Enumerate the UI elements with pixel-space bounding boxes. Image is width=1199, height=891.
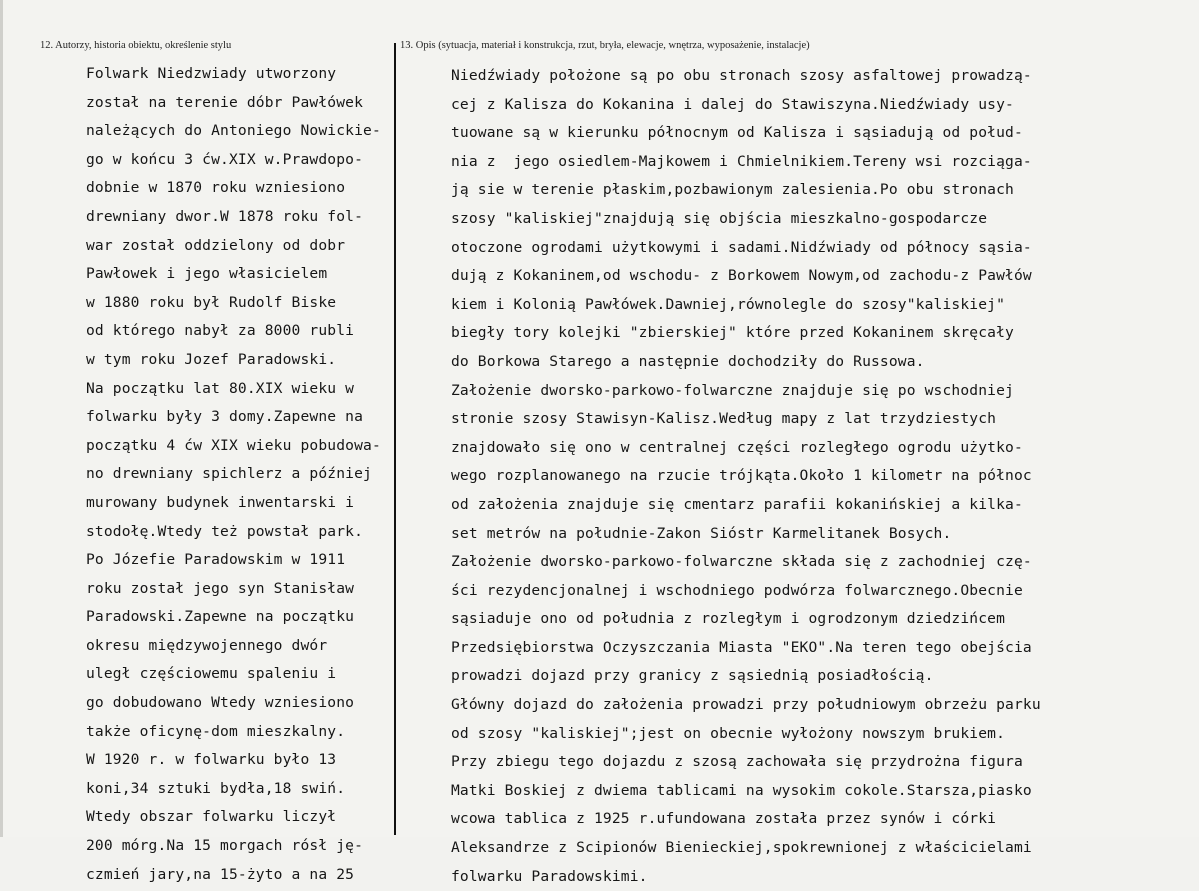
description-text-line: od założenia znajduje się cmentarz parafii kokanińskiej a kilka- (451, 495, 1023, 513)
description-text-line: znajdowało się ono w centralnej części rozległego ogrodu użytko- (451, 438, 1023, 456)
description-text-line: kiem i Kolonią Pawłówek.Dawniej,równolegle do szosy"kaliskiej" (451, 295, 1006, 313)
history-text-line: folwarku były 3 domy.Zapewne na (86, 408, 364, 426)
history-text-line: Po Józefie Paradowskim w 1911 (86, 551, 346, 569)
history-text-line: drewniany dwor.W 1878 roku fol- (86, 207, 364, 225)
description-text-line: wego rozplanowanego na rzucie trójkąta.Około 1 kilometr na północ (451, 467, 1032, 485)
description-text-line: Założenie dworsko-parkowo-folwarczne znajduje się po wschodniej (451, 381, 1014, 399)
history-text-line: Pawłowek i jego własicielem (86, 265, 328, 283)
history-text-column (86, 60, 381, 889)
history-text-line: war został oddzielony od dobr (86, 236, 346, 254)
history-text-line: okresu międzywojennego dwór (86, 636, 328, 654)
description-text-line: biegły tory kolejki "zbierskiej" które przed Kokaninem skręcały (451, 324, 1014, 342)
description-text-line: od szosy "kaliskiej";jest on obecnie wyłożony nowszym brukiem. (451, 724, 1006, 742)
description-text-line: sąsiaduje ono od południa z rozległym i ogrodzonym dziedzińcem (451, 610, 1006, 628)
description-text-line: szosy "kaliskiej"znajdują się objścia mieszkalno-gospodarcze (451, 209, 988, 227)
history-text-line: od którego nabył za 8000 rubli (86, 322, 355, 340)
history-text-line: W 1920 r. w folwarku było 13 (86, 751, 337, 769)
description-text-line: folwarku Paradowskimi. (451, 867, 648, 885)
description-text-line: Główny dojazd do założenia prowadzi przy południowym obrzeżu parku (451, 696, 1041, 714)
description-text-line: stronie szosy Stawisyn-Kalisz.Według mapy z lat trzydziestych (451, 410, 997, 428)
description-text-line: prowadzi dojazd przy granicy z sąsiednią posiadłością. (451, 667, 934, 685)
description-text-line: Aleksandrze z Scipionów Bienieckiej,spokrewnionej z właścicielami (451, 839, 1032, 857)
description-text-line: otoczone ogrodami użytkowymi i sadami.Nidźwiady od północy sąsia- (451, 238, 1032, 256)
history-text-line: Wtedy obszar folwarku liczył (86, 808, 337, 826)
description-text-line: cej z Kalisza do Kokanina i dalej do Stawiszyna.Niedźwiady usy- (451, 95, 1014, 113)
history-text-line: Folwark Niedzwiady utworzony (86, 65, 337, 82)
history-text-line: roku został jego syn Stanisław (86, 579, 355, 597)
history-text-line: murowany budynek inwentarski i (86, 493, 355, 511)
history-text-line: stodołę.Wtedy też powstał park. (86, 522, 364, 540)
section-13-heading: 13. Opis (sytuacja, materiał i konstrukcja, rzut, bryła, elewacje, wnętrza, wyposażenie, instalacje) (400, 40, 810, 51)
description-text-line: Założenie dworsko-parkowo-folwarczne składa się z zachodniej czę- (451, 553, 1032, 571)
section-12-heading: 12. Autorzy, historia obiektu, określenie stylu (40, 40, 232, 51)
description-text-line: do Borkowa Starego a następnie dochodziły do Russowa. (451, 352, 925, 370)
history-text-line: w 1880 roku był Rudolf Biske (86, 293, 337, 311)
history-text-line: w tym roku Jozef Paradowski. (86, 350, 337, 368)
column-divider (394, 43, 396, 835)
history-text-line: go dobudowano Wtedy wzniesiono (86, 694, 355, 712)
history-text-line: dobnie w 1870 roku wzniesiono (86, 179, 346, 197)
history-text-line: 200 mórg.Na 15 morgach rósł ję- (86, 837, 364, 855)
history-text-line: czmień jary,na 15-żyto a na 25 (86, 865, 355, 883)
description-text-line: set metrów na południe-Zakon Sióstr Karmelitanek Bosych. (451, 524, 952, 542)
description-text-line: ją sie w terenie płaskim,pozbawionym zalesienia.Po obu stronach (451, 181, 1014, 199)
description-text-column (451, 62, 1041, 891)
description-text-line: Matki Boskiej z dwiema tablicami na wysokim cokole.Starsza,piasko (451, 781, 1032, 799)
history-text-line: także oficynę-dom mieszkalny. (86, 722, 346, 740)
page-edge (0, 0, 3, 837)
history-text-line: uległ częściowemu spaleniu i (86, 665, 337, 683)
history-text-line: koni,34 sztuki bydła,18 swiń. (86, 779, 346, 797)
history-text-line: został na terenie dóbr Pawłówek (86, 93, 364, 111)
history-text-line: Paradowski.Zapewne na początku (86, 608, 355, 626)
history-text-line: początku 4 ćw XIX wieku pobudowa- (86, 436, 381, 454)
description-text-line: dują z Kokaninem,od wschodu- z Borkowem Nowym,od zachodu-z Pawłów (451, 267, 1032, 285)
description-text-line: nia z jego osiedlem-Majkowem i Chmielnikiem.Tereny wsi rozciąga- (451, 152, 1032, 170)
description-text-line: Przy zbiegu tego dojazdu z szosą zachowała się przydrożna figura (451, 753, 1023, 771)
history-text-line: należących do Antoniego Nowickie- (86, 122, 381, 140)
description-text-line: Przedsiębiorstwa Oczyszczania Miasta "EKO".Na teren tego obejścia (451, 638, 1032, 656)
history-text-line: Na początku lat 80.XIX wieku w (86, 379, 355, 397)
history-text-line: go w końcu 3 ćw.XIX w.Prawdopo- (86, 150, 364, 168)
description-text-line: tuowane są w kierunku północnym od Kalisza i sąsiadują od połud- (451, 124, 1023, 142)
description-text-line: Niedźwiady położone są po obu stronach szosy asfaltowej prowadzą- (451, 67, 1032, 84)
description-text-line: wcowa tablica z 1925 r.ufundowana została przez synów i córki (451, 810, 997, 828)
history-text-line: no drewniany spichlerz a później (86, 465, 372, 483)
description-text-line: ści rezydencjonalnej i wschodniego podwórza folwarcznego.Obecnie (451, 581, 1023, 599)
